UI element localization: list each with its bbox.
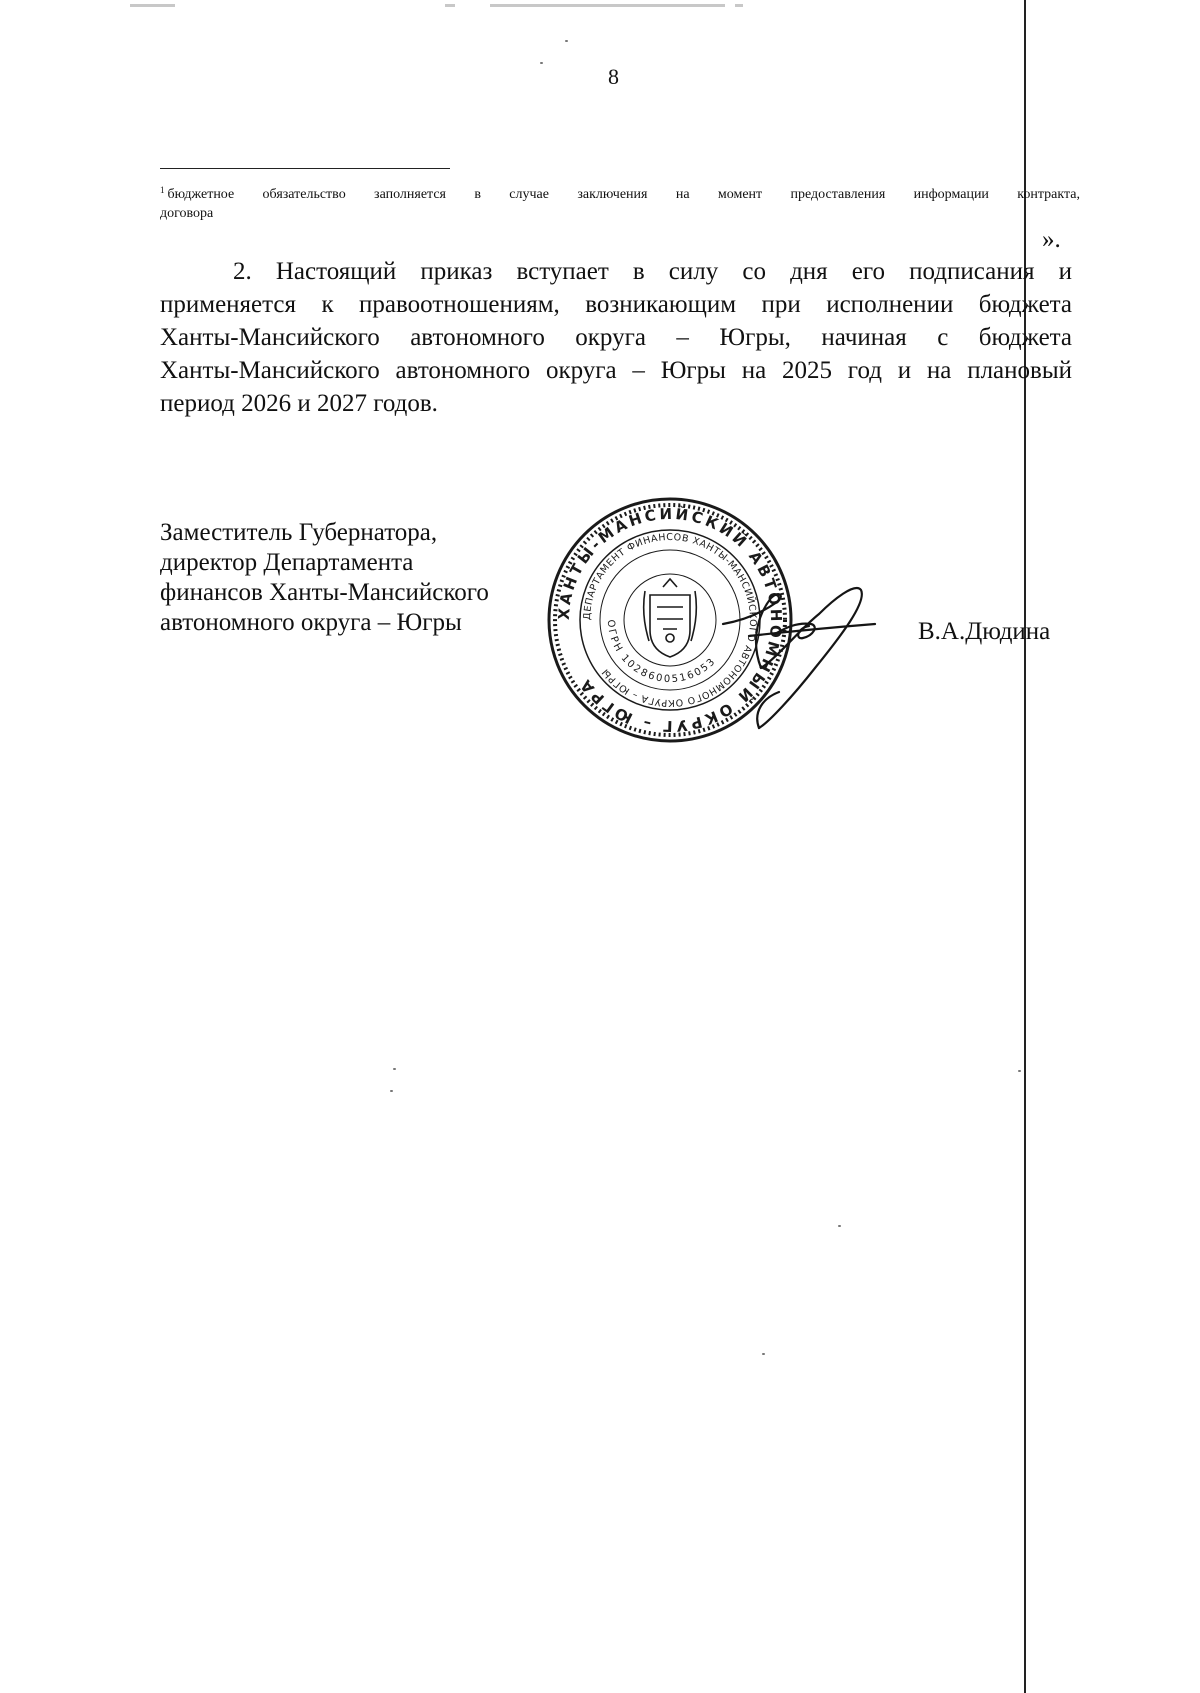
signer-position-line: директор Департамента xyxy=(160,549,414,576)
scan-edge-line xyxy=(1024,0,1026,1693)
footnote-marker: 1 xyxy=(160,185,165,195)
paragraph-line: Ханты-Мансийского автономного округа – Югры на 2025 год и на плановый xyxy=(160,357,1072,384)
seal-inner-text: ДЕПАРТАМЕНТ ФИНАНСОВ ХАНТЫ-МАНСИЙСКОГО АВТОНОМНОГО ОКРУГА – ЮГРЫ xyxy=(581,531,759,709)
seal-center-ring xyxy=(624,574,716,666)
signer-position-line: автономного округа – Югры xyxy=(160,609,462,636)
seal-outer-text: ХАНТЫ-МАНСИЙСКИЙ АВТОНОМНЫЙ ОКРУГ – ЮГРА xyxy=(554,504,786,736)
footnote xyxy=(160,178,1080,207)
footnote-text-line-2: договора xyxy=(160,206,214,221)
page-number: 8 xyxy=(608,64,619,89)
scan-speck xyxy=(838,1225,841,1227)
footnote-text-line-1: бюджетное обязательство заполняется в случае заключения на момент предоставления информации контракта, xyxy=(167,187,1080,202)
coat-of-arms-icon xyxy=(644,579,697,657)
scan-noise xyxy=(735,4,743,7)
footnote-separator xyxy=(160,168,450,169)
scan-noise xyxy=(490,4,725,7)
signatory-name: В.А.Дюдина xyxy=(918,618,1051,645)
scan-noise xyxy=(130,4,175,7)
order-paragraph xyxy=(160,255,1072,420)
scan-speck xyxy=(540,62,543,64)
scan-speck xyxy=(393,1068,396,1070)
paragraph-line: применяется к правоотношениям, возникающим при исполнении бюджета xyxy=(160,291,1072,318)
scan-speck xyxy=(1018,1070,1021,1072)
scan-speck xyxy=(390,1090,393,1092)
signer-position-line: Заместитель Губернатора, xyxy=(160,519,438,546)
handwritten-signature xyxy=(715,572,905,737)
paragraph-line: Ханты-Мансийского автономного округа – Югры, начиная с бюджета xyxy=(160,324,1072,351)
closing-quote: ». xyxy=(1042,226,1061,253)
signer-position xyxy=(160,518,489,638)
paragraph-line: период 2026 и 2027 годов. xyxy=(160,390,438,417)
signer-position-line: финансов Ханты-Мансийского xyxy=(160,579,489,606)
paragraph-line: 2. Настоящий приказ вступает в силу со дня его подписания и xyxy=(233,258,1072,285)
seal-registration-text: ОГРН 1028600516053 xyxy=(604,619,719,686)
scan-speck xyxy=(762,1353,765,1355)
scan-speck xyxy=(565,40,568,42)
scan-noise xyxy=(445,4,455,7)
